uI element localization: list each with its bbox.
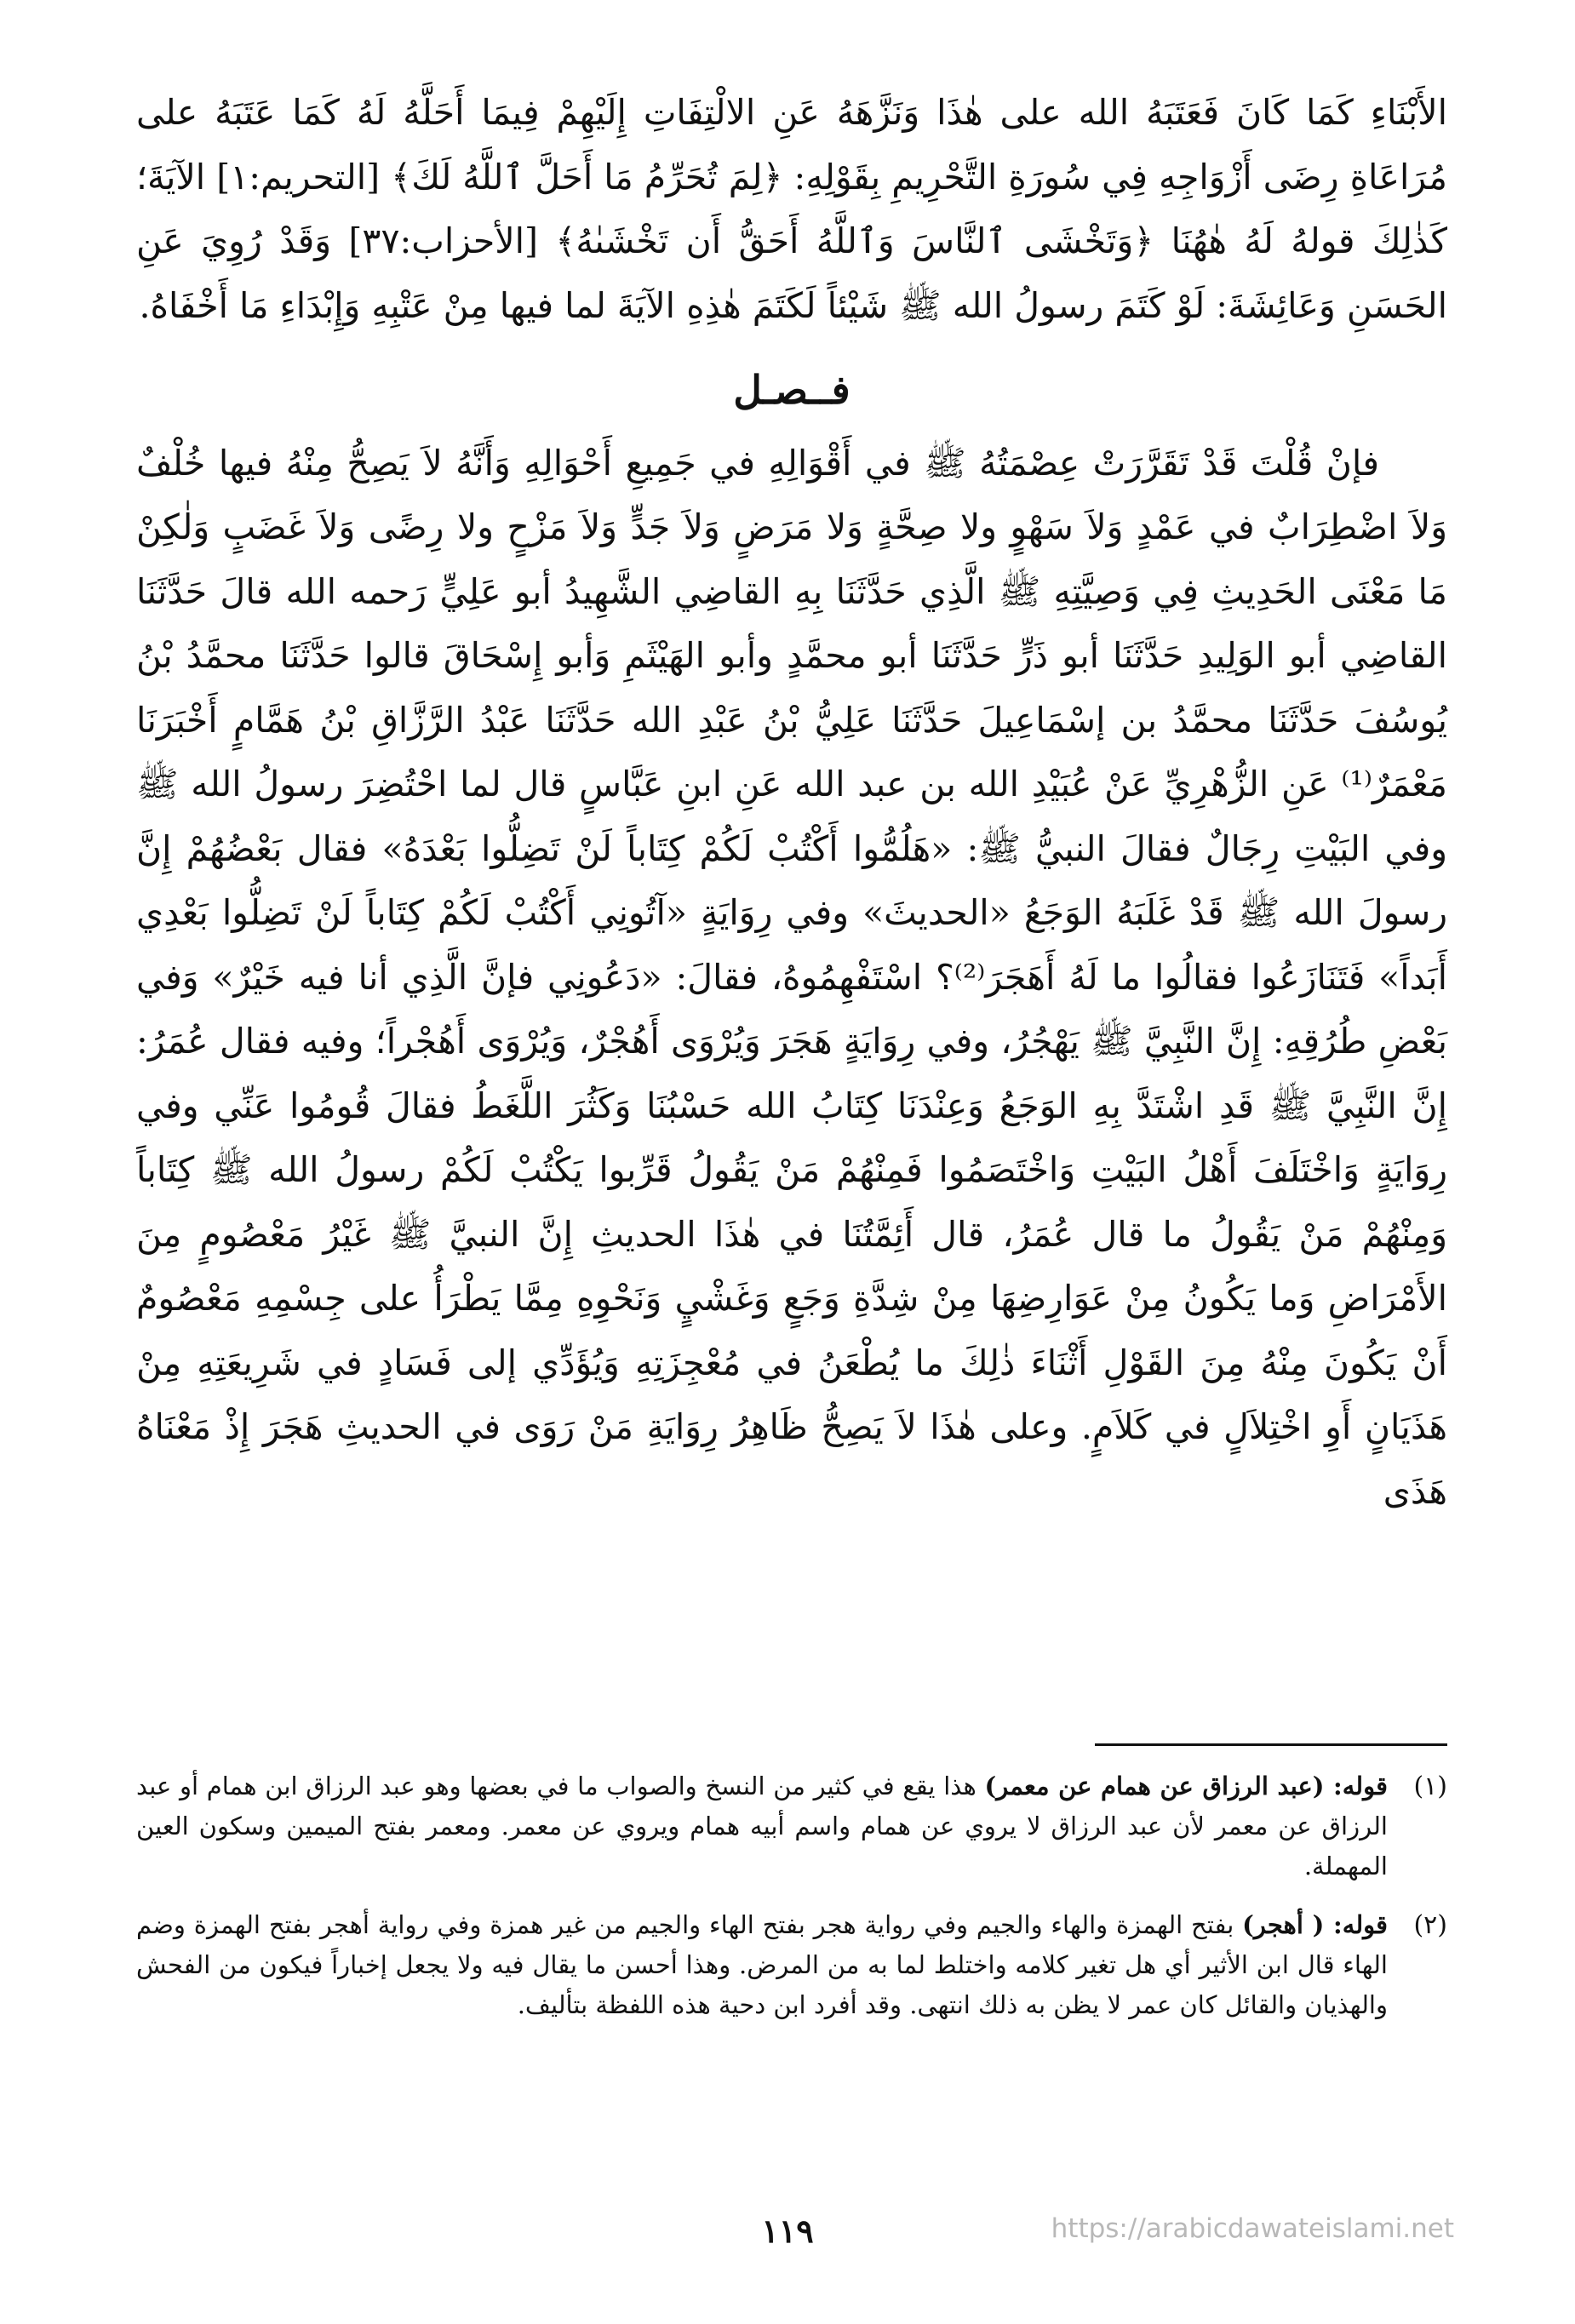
footnote-text: بفتح الهمزة والهاء والجيم وفي رواية هجر بفتح الهاء والجيم من غير همزة وفي رواية أهجر بفتح الهمزة وضم الهاء قال ابن الأثير أي هل تغير كلامه واختلط لما به من المرض. وهذا أحسن ما يقال فيه ولا يجعل إخباراً فيكون من الفحش والهذيان والقائل كان عمر لا يظن به ذلك انتهى. وقد أفرد ابن دحية هذه اللفظة بتأليف.: [136, 1910, 1388, 2019]
paragraph-main: فإنْ قُلْتَ قَدْ تَقَرَّرَتْ عِصْمَتُهُ ﷺ في أَقْوَالِهِ في جَمِيعِ أَحْوَالِهِ وَأَنَّهُ لاَ يَصِحُّ مِنْهُ فيها خُلْفٌ وَلاَ اضْطِرَابٌ في عَمْدٍ وَلاَ سَهْوٍ ولا صِحَّةٍ وَلا مَرَضٍ وَلاَ جَدٍّ وَلاَ مَزْحٍ ولا رِضًى وَلاَ غَضَبٍ وَلٰكِنْ مَا مَعْنَى الحَدِيثِ فِي وَصِيَّتِهِ ﷺ الَّذِي حَدَّثَنَا بِهِ القاضِي الشَّهِيدُ أبو عَلِيٍّ رَحمه الله قالَ حَدَّثَنَا القاضِي أبو الوَلِيدِ حَدَّثَنَا أبو ذَرٍّ حَدَّثَنَا أبو محمَّدٍ وأبو الهَيْثَمِ وَأبو إِسْحَاقَ قالوا حَدَّثَنَا محمَّدُ بْنُ يُوسُفَ حَدَّثَنَا محمَّدُ بن إسْمَاعِيلَ حَدَّثَنَا عَلِيُّ بْنُ عَبْدِ الله حَدَّثَنَا عَبْدُ الرَّزَّاقِ بْنُ هَمَّامٍ أَخْبَرَنَا مَعْمَرٌ⁽¹⁾ عَنِ الزُّهْرِيِّ عَنْ عُبَيْدِ الله بن عبد الله عَنِ ابنِ عَبَّاسٍ قال لما احْتُضِرَ رسولُ الله ﷺ وفي البَيْتِ رِجَالٌ فقالَ النبيُّ ﷺ: «هَلُمُّوا أَكْتُبْ لَكُمْ كِتَاباً لَنْ تَضِلُّوا بَعْدَهُ» فقال بَعْضُهُمْ إِنَّ رسولَ الله ﷺ قَدْ غَلَبَهُ الوَجَعُ «الحديثَ» وفي رِوَايَةٍ «آتُونِي أَكْتُبْ لَكُمْ كِتَاباً لَنْ تَضِلُّوا بَعْدِي أَبَداً» فَتَنَازَعُوا فقالُوا ما لَهُ أَهَجَرَ⁽²⁾؟ اسْتَفْهِمُوهُ، فقالَ: «دَعُونِي فإنَّ الَّذِي أنا فيه خَيْرٌ» وَفي بَعْضِ طُرُقِهِ: إِنَّ النَّبِيَّ ﷺ يَهْجُرُ، وفي رِوَايَةٍ هَجَرَ وَيُرْوَى أَهُجْرٌ، وَيُرْوَى أَهُجْراً؛ وفيه فقال عُمَرُ: إِنَّ النَّبِيَّ ﷺ قَدِ اشْتَدَّ بِهِ الوَجَعُ وَعِنْدَنَا كِتَابُ الله حَسْبُنَا وَكَثُرَ اللَّغَطُ فقالَ قُومُوا عَنِّي وفي رِوَايَةٍ وَاخْتَلَفَ أَهْلُ البَيْتِ وَاخْتَصَمُوا فَمِنْهُمْ مَنْ يَقُولُ قَرِّبوا يَكْتُبْ لَكُمْ رسولُ الله ﷺ كِتَاباً وَمِنْهُمْ مَنْ يَقُولُ ما قال عُمَرُ، قال أَئِمَّتُنَا في هٰذَا الحديثِ إِنَّ النبيَّ ﷺ غَيْرُ مَعْصُومٍ مِنَ الأَمْرَاضِ وَما يَكُونُ مِنْ عَوَارِضِهَا مِنْ شِدَّةِ وَجَعٍ وَغَشْيٍ وَنَحْوِهِ مِمَّا يَطْرَأُ على جِسْمِهِ مَعْصُومٌ أَنْ يَكُونَ مِنْهُ مِنَ القَوْلِ أَثْنَاءَ ذٰلِكَ ما يُطْعَنُ في مُعْجِزَتِهِ وَيُؤَدِّي إلى فَسَادٍ في شَرِيعَتِهِ مِنْ هَذَيَانٍ أَوِ اخْتِلاَلٍ في كَلاَمٍ. وعلى هٰذَا لاَ يَصِحُّ ظَاهِرُ رِوَايَةِ مَنْ رَوَى في الحديثِ هَجَرَ إِذْ مَعْنَاهُ هَذَى: [136, 442, 1447, 1512]
footnote-item: [136, 1766, 1447, 1886]
footnote-item: [136, 1905, 1447, 2025]
footnote-body: [136, 1766, 1388, 1886]
footnote-number: (٢): [1413, 1910, 1447, 1940]
footnote-number: (١): [1413, 1772, 1447, 1801]
footnotes-section: [136, 1766, 1447, 2044]
footnote-text: هذا يقع في كثير من النسخ والصواب ما في بعضها وهو عبد الرزاق ابن همام أو عبد الرزاق عن معمر لأن عبد الرزاق لا يروي عن همام واسم أبيه همام ويروي عن معمر. ومعمر بفتح الميمين وسكون العين المهملة.: [136, 1772, 1388, 1880]
footnote-body: [136, 1905, 1388, 2025]
footnote-lead: قوله: ( أهجر): [1242, 1910, 1388, 1939]
footnote-separator: [1095, 1743, 1447, 1746]
watermark-url: https://arabicdawateislami.net: [1051, 2213, 1454, 2244]
section-heading: فــصـل: [733, 367, 850, 413]
paragraph-top: الأَبْنَاءِ كَمَا كَانَ فَعَتَبَهُ الله على هٰذَا وَنَزَّهَهُ عَنِ الالْتِفَاتِ إِلَيْهِمْ فِيمَا أَحَلَّهُ لَهُ كَمَا عَتَبَهُ على مُرَاعَاةِ رِضَى أَزْوَاجِهِ فِي سُورَةِ التَّحْرِيمِ بِقَوْلِهِ: ﴿لِمَ تُحَرِّمُ مَا أَحَلَّ ٱللَّهُ لَكَ﴾ [التحريم:١] الآيَةَ؛ كَذٰلِكَ قولهُ لَهُ هٰهُنَا ﴿وَتَخْشَى ٱلنَّاسَ وَٱللَّهُ أَحَقُّ أَن تَخْشَىٰهُ﴾ [الأحزاب:٣٧] وَقَدْ رُوِيَ عَنِ الحَسَنِ وَعَائِشَةَ: لَوْ كَتَمَ رسولُ الله ﷺ شَيْئاً لَكَتَمَ هٰذِهِ الآيَةَ لما فيها مِنْ عَتْبِهِ وَإِبْدَاءِ مَا أَخْفَاهُ.: [136, 92, 1447, 326]
footnote-lead: قوله: (عبد الرزاق عن همام عن معمر): [984, 1772, 1388, 1800]
page-number: ١١٩: [761, 2212, 814, 2250]
main-text-block: [136, 81, 1447, 1524]
